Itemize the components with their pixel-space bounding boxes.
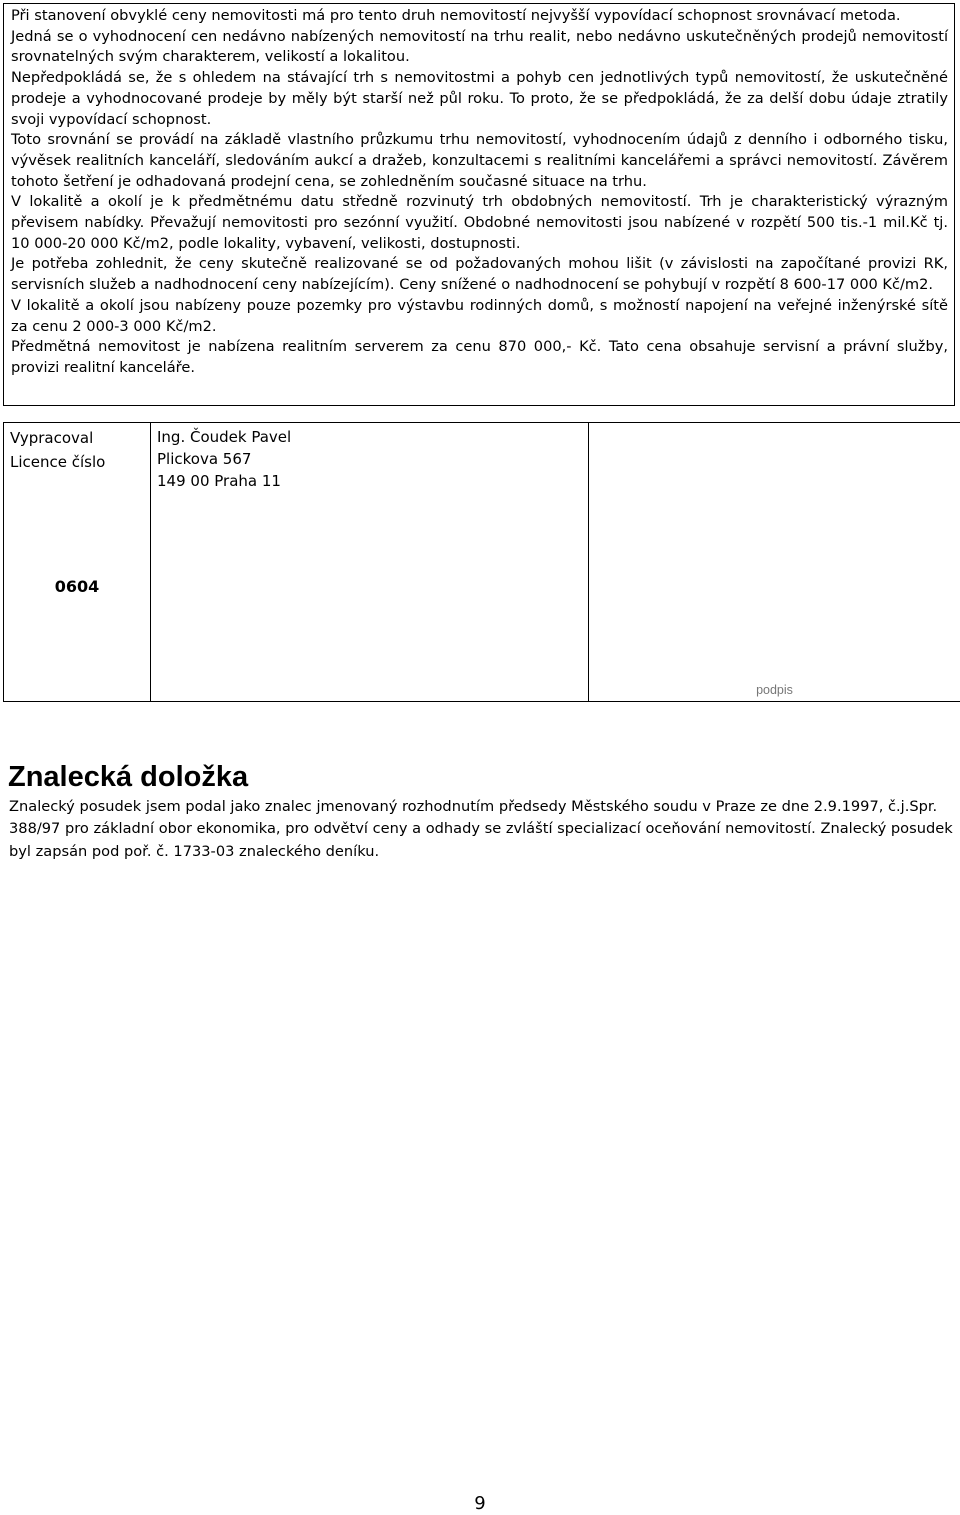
license-label: Licence číslo <box>10 453 106 471</box>
expert-clause-title: Znalecká doložka <box>8 761 249 793</box>
signature-table <box>3 422 960 702</box>
page-number: 9 <box>474 1493 486 1514</box>
processed-by-label: Vypracoval <box>10 429 94 447</box>
author-street: Plickova 567 <box>157 450 252 468</box>
expert-clause-text: Znalecký posudek jsem podal jako znalec jmenovaný rozhodnutím předsedy Městského soudu v Praze ze dne 2.9.1997, č.j.Spr. 388/97 pro základní obor ekonomika, pro odvětví ceny a odhady se zvláští specializací oceňování nemovitostí. Znalecký posudek byl zapsán pod poř. č. 1733-03 znaleckého deníku. <box>9 798 953 860</box>
signature-cell <box>589 423 960 702</box>
license-number: 0604 <box>54 577 100 596</box>
paragraph-method: Při stanovení obvyklé ceny nemovitosti má pro tento druh nemovitostí nejvyšší vypovídací schopnost srovnávací metoda. <box>11 7 901 24</box>
paragraph-offer-price: Předmětná nemovitost je nabízena realitním serverem za cenu 870 000,- Kč. Tato cena obsahuje servisní a právní služby, provizi realitní kanceláře. <box>11 338 948 376</box>
signature-caption: podpis <box>756 683 793 697</box>
labels-cell <box>4 423 151 702</box>
paragraph-land-prices: V lokalitě a okolí jsou nabízeny pouze pozemky pro výstavbu rodinných domů, s možností napojení na veřejné inženýrské sítě za cenu 2 000-3 000 Kč/m2. <box>11 296 948 335</box>
author-name: Ing. Čoudek Pavel <box>157 428 292 446</box>
market-analysis-box <box>3 3 955 406</box>
author-cell <box>151 423 589 702</box>
author-city: 149 00 Praha 11 <box>157 472 281 490</box>
paragraph-price-adjustment: Je potřeba zohlednit, že ceny skutečně realizované se od požadovaných mohou lišit (v závislosti na započítané provizi RK, servisních služeb a nadhodnocení ceny nabízejícím). Ceny snížené o nadhodnocení se pohybují v rozpětí 8 600-17 000 Kč/m2. <box>11 255 948 294</box>
paragraph-survey: Toto srovnání se provádí na základě vlastního průzkumu trhu nemovitostí, vyhodnocením údajů z denního i odborného tisku, vývěsek realitních kanceláří, sledováním aukcí a dražeb, konzultacemi s realitními kancelářemi a správci nemovitostí. Závěrem tohoto šetření je odhadovaná prodejní cena, se zohledněním současné situace na trhu. <box>11 131 948 190</box>
paragraph-sale-age: Nepředpokládá se, že s ohledem na stávající trh s nemovitostmi a pohyb cen jednotlivých typů nemovitostí, že uskutečněné prodeje a vyhodnocované prodeje by měly být starší než půl roku. To proto, že se předpokládá, že za delší dobu údaje ztratily svoji vypovídací schopnost. <box>11 69 948 128</box>
paragraph-comparison: Jedná se o vyhodnocení cen nedávno nabízených nemovitostí na trhu realit, nebo nedávno uskutečněných prodejů nemovitostí srovnatelných svým charakterem, velikostí a lokalitou. <box>11 27 948 66</box>
paragraph-local-market: V lokalitě a okolí je k předmětnému datu středně rozvinutý trh obdobných nemovitostí. Trh je charakteristický výrazným převisem nabídky. Převažují nemovitosti pro sezónní využití. Obdobné nemovitosti jsou nabízené v rozpětí 500 tis.-1 mil.Kč tj. 10 000-20 000 Kč/m2, podle lokality, vybavení, velikosti, dostupnosti. <box>11 193 948 252</box>
